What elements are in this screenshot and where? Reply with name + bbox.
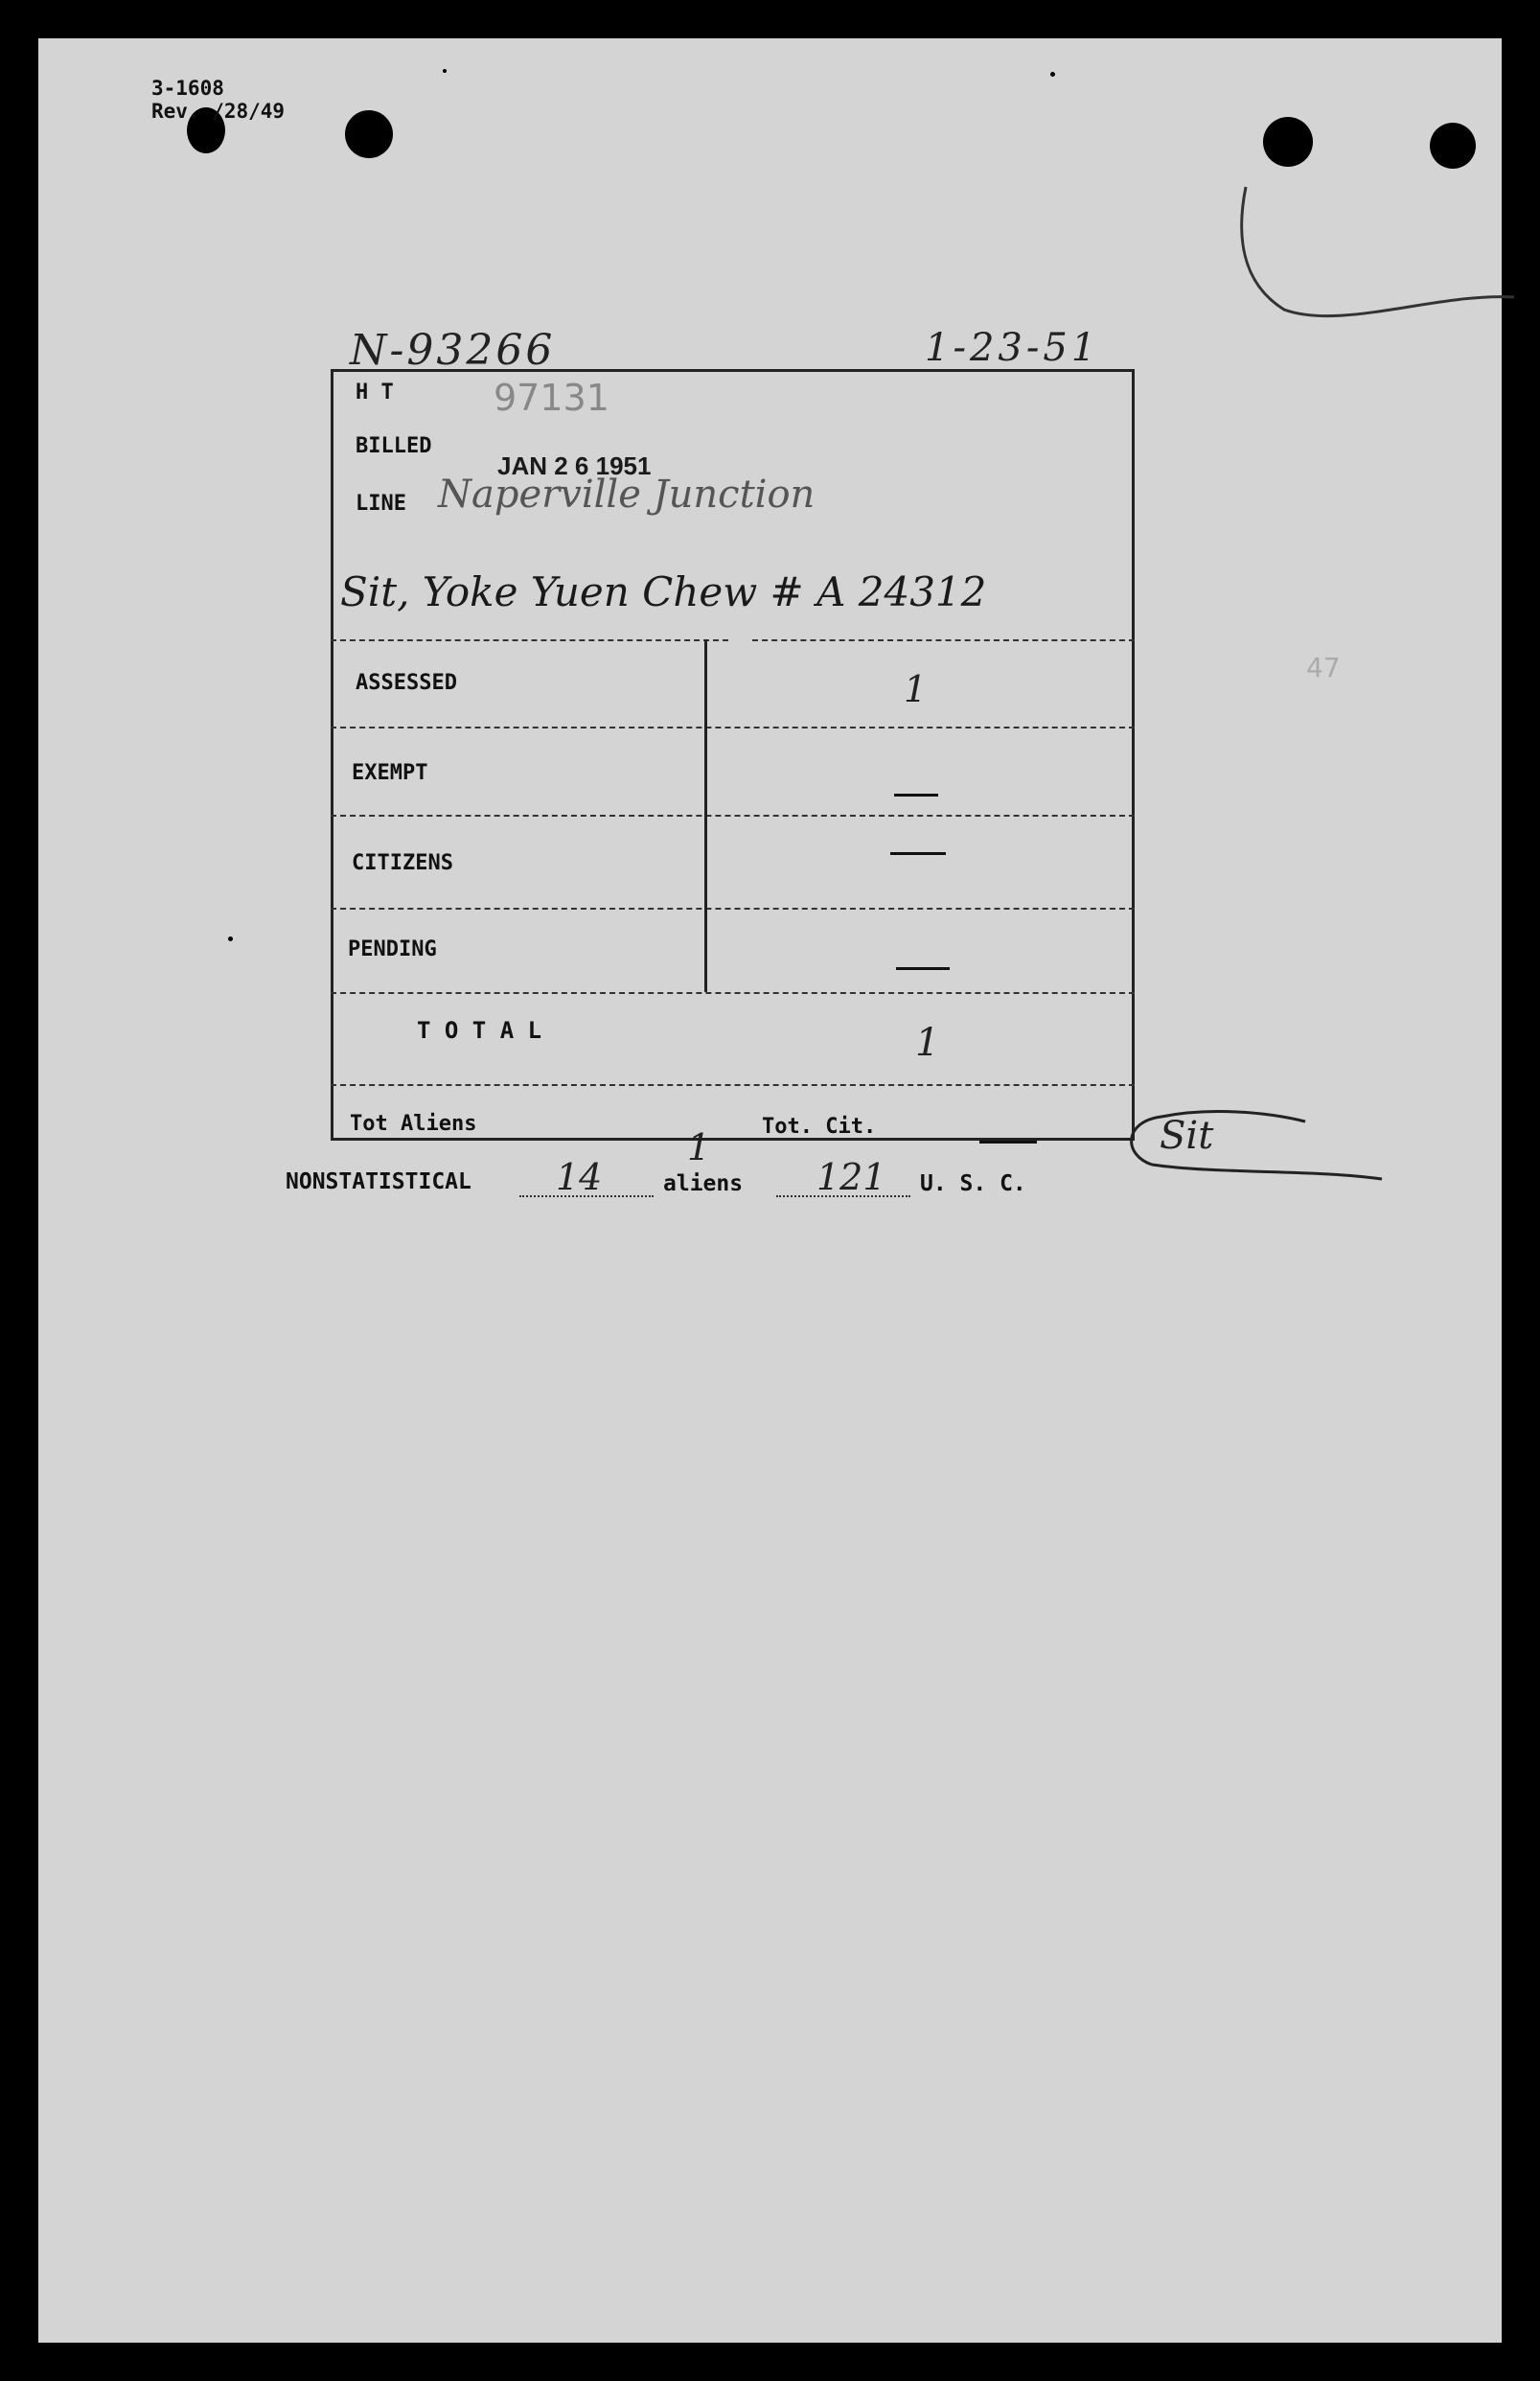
document-page: [38, 38, 1502, 2343]
billed-label: BILLED: [356, 434, 432, 458]
pending-blank-dash: [896, 967, 950, 970]
row-divider: [331, 1084, 1135, 1086]
nonstatistical-usc-count: 121: [816, 1156, 886, 1198]
column-divider: [704, 639, 707, 992]
total-value: 1: [915, 1021, 940, 1065]
row-divider: [331, 992, 1135, 994]
entry-date: 1-23-51: [925, 326, 1100, 370]
name-line: Sit, Yoke Yuen Chew # A 24312: [340, 568, 987, 615]
row-divider: [331, 727, 1135, 728]
tot-cit-label: Tot. Cit.: [762, 1115, 877, 1139]
pending-label: PENDING: [348, 937, 437, 961]
ht-label: H T: [356, 381, 394, 405]
exempt-blank-dash: [894, 794, 938, 797]
record-form: [331, 369, 1135, 1168]
check-mark-icon: [1198, 149, 1524, 331]
form-revision: Rev. /28/49: [151, 100, 286, 123]
citizens-blank-dash: [890, 852, 946, 855]
exempt-label: EXEMPT: [352, 761, 428, 785]
tot-cit-blank-dash: [979, 1141, 1037, 1144]
file-number: N-93266: [350, 326, 556, 375]
aliens-label: aliens: [663, 1171, 744, 1196]
line-location: Naperville Junction: [438, 473, 816, 517]
margin-number: 47: [1306, 652, 1341, 683]
tot-aliens-label: Tot Aliens: [350, 1112, 477, 1136]
tot-aliens-value: 1: [687, 1126, 711, 1168]
speck: [443, 69, 447, 73]
nonstatistical-aliens-count: 14: [556, 1156, 603, 1198]
punch-hole: [345, 110, 393, 158]
line-label: LINE: [356, 492, 406, 516]
speck: [1050, 72, 1055, 77]
assessed-label: ASSESSED: [356, 671, 457, 695]
row-divider: [331, 639, 728, 641]
ht-number: 97131: [494, 377, 609, 419]
total-label: T O T A L: [417, 1017, 542, 1044]
signature-loop: [1123, 1107, 1391, 1184]
assessed-value: 1: [904, 668, 928, 710]
speck: [228, 936, 233, 941]
citizens-label: CITIZENS: [352, 851, 453, 875]
row-divider: [331, 908, 1135, 910]
billed-stamp: JAN 2 6 1951: [497, 451, 652, 480]
initials-signature: Sit: [1160, 1114, 1214, 1158]
form-number: 3-1608: [151, 77, 224, 100]
row-divider: [331, 815, 1135, 817]
usc-label: U. S. C.: [920, 1171, 1026, 1196]
nonstatistical-label: NONSTATISTICAL: [286, 1169, 471, 1194]
row-divider: [752, 639, 1135, 641]
